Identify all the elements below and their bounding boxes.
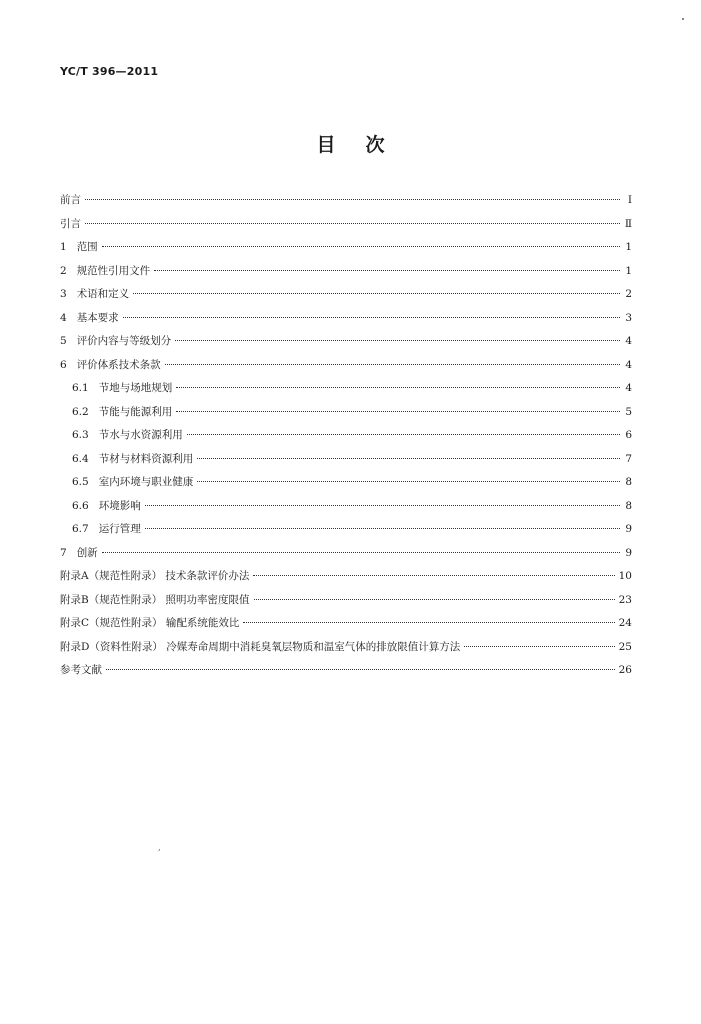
toc-page-number: 25 [618, 640, 632, 653]
scan-speck-mark: , [158, 843, 161, 853]
toc-leader-dots [85, 223, 620, 224]
toc-entry-text: 附录D（资料性附录） 冷媒寿命周期中消耗臭氧层物质和温室气体的排放限值计算方法 [60, 640, 461, 653]
toc-entry-text: 范围 [76, 241, 98, 253]
toc-entry-text: 评价体系技术条款 [76, 358, 161, 371]
toc-entry-label [60, 263, 150, 278]
toc-leader-dots [197, 458, 620, 459]
toc-entry-label [72, 498, 141, 513]
toc-leader-dots [176, 387, 620, 388]
toc-entry-label [60, 310, 119, 325]
toc-page-number: 5 [625, 405, 632, 418]
toc-page-number: 24 [618, 617, 632, 629]
toc-entry-number: 6.2 [72, 405, 89, 418]
toc-page-number: 10 [618, 570, 632, 582]
toc-entry-label [60, 333, 171, 348]
toc-entry-number: 6.5 [72, 476, 89, 488]
page-title [0, 130, 701, 157]
toc-entry-text: 基本要求 [76, 311, 119, 324]
toc-entry-number: 6.1 [72, 382, 89, 394]
toc-entry [60, 333, 632, 357]
toc-entry-text: 引言 [60, 217, 81, 230]
toc-entry-label [60, 286, 129, 301]
toc-entry-number: 6.3 [72, 429, 89, 441]
toc-entry-text: 前言 [60, 194, 81, 206]
toc-entry-number: 6 [60, 358, 67, 371]
toc-entry [60, 192, 632, 216]
toc-entry-label [60, 239, 98, 254]
toc-entry-label [60, 639, 460, 654]
toc-entry [60, 545, 632, 569]
toc-entry-text: 环境影响 [98, 499, 141, 512]
toc-entry-text: 节能与能源利用 [98, 405, 173, 418]
toc-leader-dots [254, 599, 615, 600]
toc-entry-text: 室内环境与职业健康 [98, 476, 194, 488]
toc-page-number: 8 [625, 476, 632, 488]
toc-entry [60, 310, 632, 334]
toc-entry-label [72, 474, 193, 489]
toc-page-number: 1 [625, 241, 632, 253]
toc-entry-label [72, 380, 172, 395]
toc-entry [60, 498, 632, 522]
toc-entry-text: 节材与材料资源利用 [98, 452, 194, 465]
table-of-contents [60, 192, 632, 686]
toc-page-number: 6 [625, 429, 632, 441]
toc-entry-label [72, 427, 183, 442]
toc-entry [60, 568, 632, 592]
toc-entry-label [60, 192, 81, 207]
toc-leader-dots [187, 434, 620, 435]
toc-entry-number: 5 [60, 335, 67, 347]
toc-entry [60, 451, 632, 475]
toc-entry-number: 7 [60, 546, 67, 559]
toc-leader-dots [123, 317, 620, 318]
toc-entry [60, 592, 632, 616]
toc-page-number: 9 [625, 546, 632, 559]
toc-entry-label [60, 357, 161, 372]
toc-leader-dots [145, 528, 620, 529]
toc-entry-number: 2 [60, 264, 67, 277]
toc-entry-label [72, 404, 172, 419]
toc-entry-text: 节地与场地规划 [98, 382, 173, 394]
toc-page-number: 4 [625, 358, 632, 371]
toc-leader-dots [243, 622, 614, 623]
toc-entry-label [72, 451, 193, 466]
toc-leader-dots [102, 246, 620, 247]
toc-entry [60, 427, 632, 451]
toc-page-number: 1 [625, 264, 632, 277]
toc-entry-label [60, 592, 250, 607]
toc-entry-text: 规范性引用文件 [76, 264, 151, 277]
toc-entry-text: 评价内容与等级划分 [76, 335, 172, 347]
toc-entry [60, 404, 632, 428]
toc-entry [60, 357, 632, 381]
toc-entry [60, 521, 632, 545]
title-char-1: 目 [316, 134, 336, 156]
toc-page-number: 7 [625, 452, 632, 465]
title-char-2: 次 [365, 134, 385, 156]
toc-entry-number: 6.4 [72, 452, 89, 465]
toc-entry-number: 6.6 [72, 499, 89, 512]
toc-leader-dots [154, 270, 620, 271]
toc-page-number: 2 [625, 288, 632, 300]
toc-entry-number: 4 [60, 311, 67, 324]
toc-entry [60, 263, 632, 287]
toc-entry-number: 3 [60, 288, 67, 300]
toc-entry-text: 附录C（规范性附录） 输配系统能效比 [60, 617, 240, 629]
toc-leader-dots [197, 481, 620, 482]
toc-entry [60, 380, 632, 404]
toc-entry-label [60, 568, 249, 583]
toc-leader-dots [145, 505, 620, 506]
toc-page-number: 4 [625, 335, 632, 347]
toc-entry-label [60, 216, 81, 231]
toc-entry [60, 286, 632, 310]
toc-entry-text: 附录B（规范性附录） 照明功率密度限值 [60, 593, 250, 606]
toc-page-number: 8 [625, 499, 632, 512]
scan-speck [682, 18, 684, 20]
toc-page-number: Ⅰ [627, 194, 632, 206]
toc-leader-dots [175, 340, 620, 341]
toc-leader-dots [85, 199, 620, 200]
toc-entry [60, 216, 632, 240]
toc-entry-label [60, 662, 102, 677]
toc-leader-dots [176, 411, 620, 412]
standard-code: YC/T 396—2011 [60, 65, 159, 78]
toc-entry-text: 运行管理 [98, 523, 141, 535]
toc-entry-label [60, 615, 239, 630]
toc-entry-text: 参考文献 [60, 664, 102, 676]
toc-leader-dots [165, 364, 620, 365]
toc-page-number: 23 [618, 593, 632, 606]
toc-entry-label [72, 521, 141, 536]
toc-entry-label [60, 545, 98, 560]
toc-page-number: 3 [625, 311, 632, 324]
toc-page-number: 4 [625, 382, 632, 394]
toc-entry [60, 662, 632, 686]
toc-entry-text: 附录A（规范性附录） 技术条款评价办法 [60, 570, 250, 582]
toc-leader-dots [102, 552, 620, 553]
toc-entry-number: 1 [60, 241, 67, 253]
toc-entry-text: 术语和定义 [76, 288, 130, 300]
toc-leader-dots [464, 646, 614, 647]
toc-entry [60, 474, 632, 498]
toc-entry [60, 639, 632, 663]
toc-entry [60, 239, 632, 263]
toc-entry-text: 创新 [76, 546, 98, 559]
toc-page-number: 26 [618, 664, 632, 676]
toc-page-number: 9 [625, 523, 632, 535]
toc-page-number: Ⅱ [624, 217, 632, 230]
toc-entry [60, 615, 632, 639]
toc-leader-dots [253, 575, 614, 576]
toc-entry-text: 节水与水资源利用 [98, 429, 183, 441]
toc-entry-number: 6.7 [72, 523, 89, 535]
toc-leader-dots [133, 293, 620, 294]
toc-leader-dots [106, 669, 615, 670]
